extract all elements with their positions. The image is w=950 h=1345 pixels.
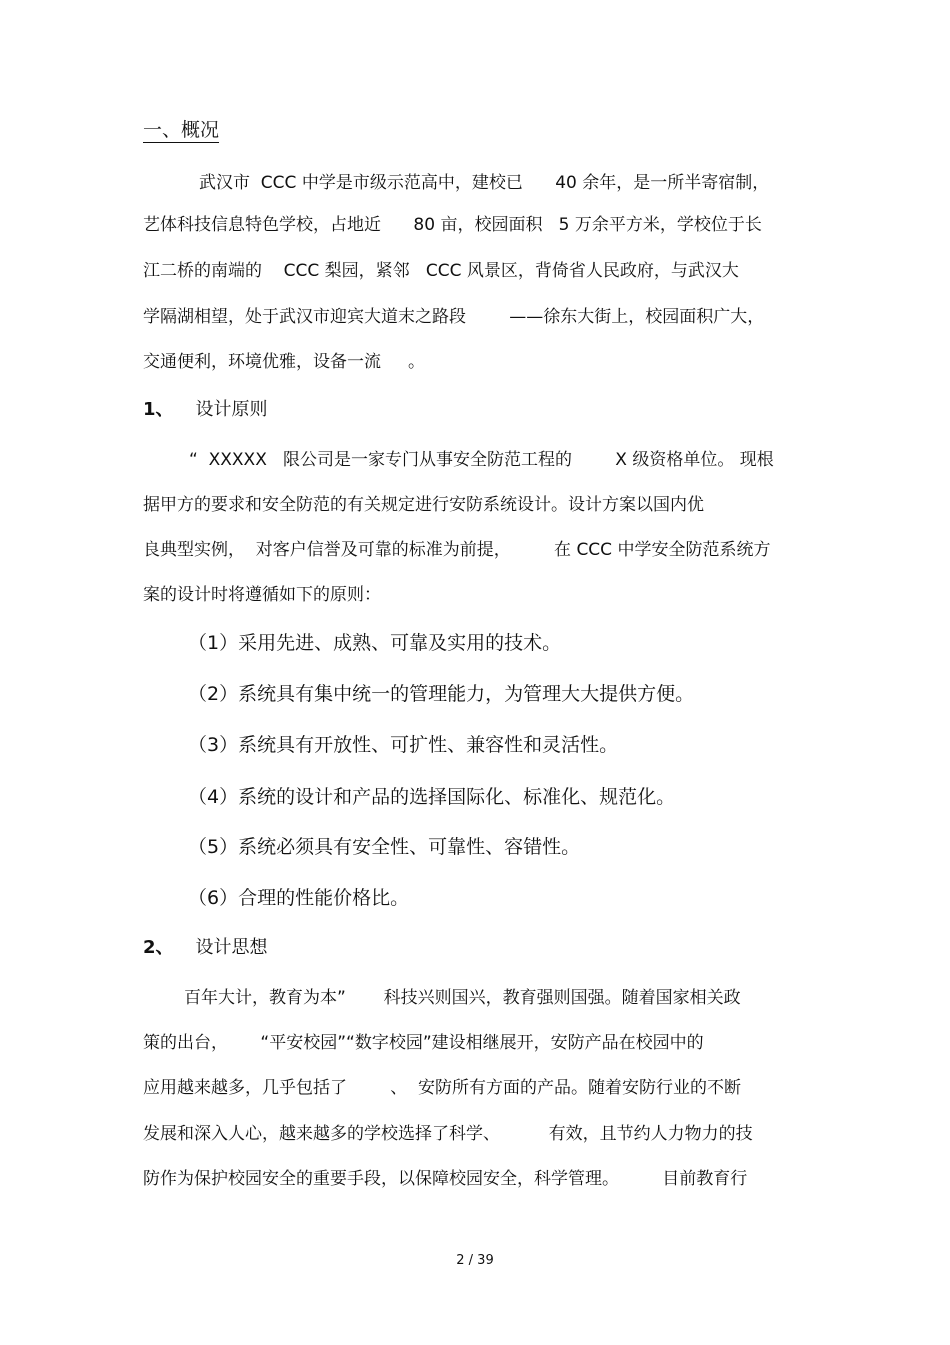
principle-item-6: （6）合理的性能价格比。 [188, 887, 410, 909]
design-thought-line-5: 防作为保护校园安全的重要手段，以保障校园安全，科学管理。 目前教育行 [143, 1169, 748, 1189]
overview-line-1: 武汉市 CCC 中学是市级示范高中，建校已 40 余年，是一所半寄宿制， [199, 173, 770, 193]
principle-item-1: （1）采用先进、成熟、可靠及实用的技术。 [188, 632, 562, 654]
page-number: 2 / 39 [456, 1253, 494, 1268]
overview-line-2: 艺体科技信息特色学校，占地近 80 亩，校园面积 5 万余平方米，学校位于长 [143, 215, 762, 235]
principle-item-3: （3）系统具有开放性、可扩性、兼容性和灵活性。 [188, 734, 619, 756]
section-number: 1、 [143, 399, 174, 420]
section-2-heading [143, 936, 268, 960]
principle-item-4: （4）系统的设计和产品的选择国际化、标准化、规范化。 [188, 786, 676, 808]
section-title: 设计原则 [195, 399, 268, 420]
principles-intro-line-2: 据甲方的要求和安全防范的有关规定进行安防系统设计。设计方案以国内优 [143, 495, 704, 515]
heading-overview: 一、概况 [143, 119, 220, 141]
principles-intro-line-4: 案的设计时将遵循如下的原则： [143, 585, 381, 605]
principles-intro-line-1: “ XXXXX 限公司是一家专门从事安全防范工程的 X 级资格单位。 现根 [189, 450, 774, 470]
principle-item-2: （2）系统具有集中统一的管理能力，为管理大大提供方便。 [188, 683, 695, 705]
overview-line-5: 交通便利，环境优雅，设备一流 。 [143, 352, 426, 372]
principles-intro-line-3: 良典型实例， 对客户信誉及可靠的标准为前提， 在 CCC 中学安全防范系统方 [143, 540, 771, 560]
design-thought-line-4: 发展和深入人心，越来越多的学校选择了科学、 有效，且节约人力物力的技 [143, 1124, 753, 1144]
section-number: 2、 [143, 937, 174, 958]
overview-line-4: 学隔湖相望，处于武汉市迎宾大道末之路段 ——徐东大街上，校园面积广大， [143, 307, 765, 327]
section-title: 设计思想 [195, 937, 268, 958]
section-1-heading [143, 398, 268, 422]
overview-line-3: 江二桥的南端的 CCC 梨园，紧邻 CCC 风景区，背倚省人民政府，与武汉大 [143, 261, 739, 281]
design-thought-line-1: 百年大计，教育为本” 科技兴则国兴，教育强则国强。随着国家相关政 [184, 988, 741, 1008]
principle-item-5: （5）系统必须具有安全性、可靠性、容错性。 [188, 836, 581, 858]
design-thought-line-2: 策的出台， “平安校园”“数字校园”建设相继展开，安防产品在校园中的 [143, 1033, 704, 1053]
design-thought-line-3: 应用越来越多，几乎包括了 、 安防所有方面的产品。随着安防行业的不断 [143, 1078, 742, 1098]
